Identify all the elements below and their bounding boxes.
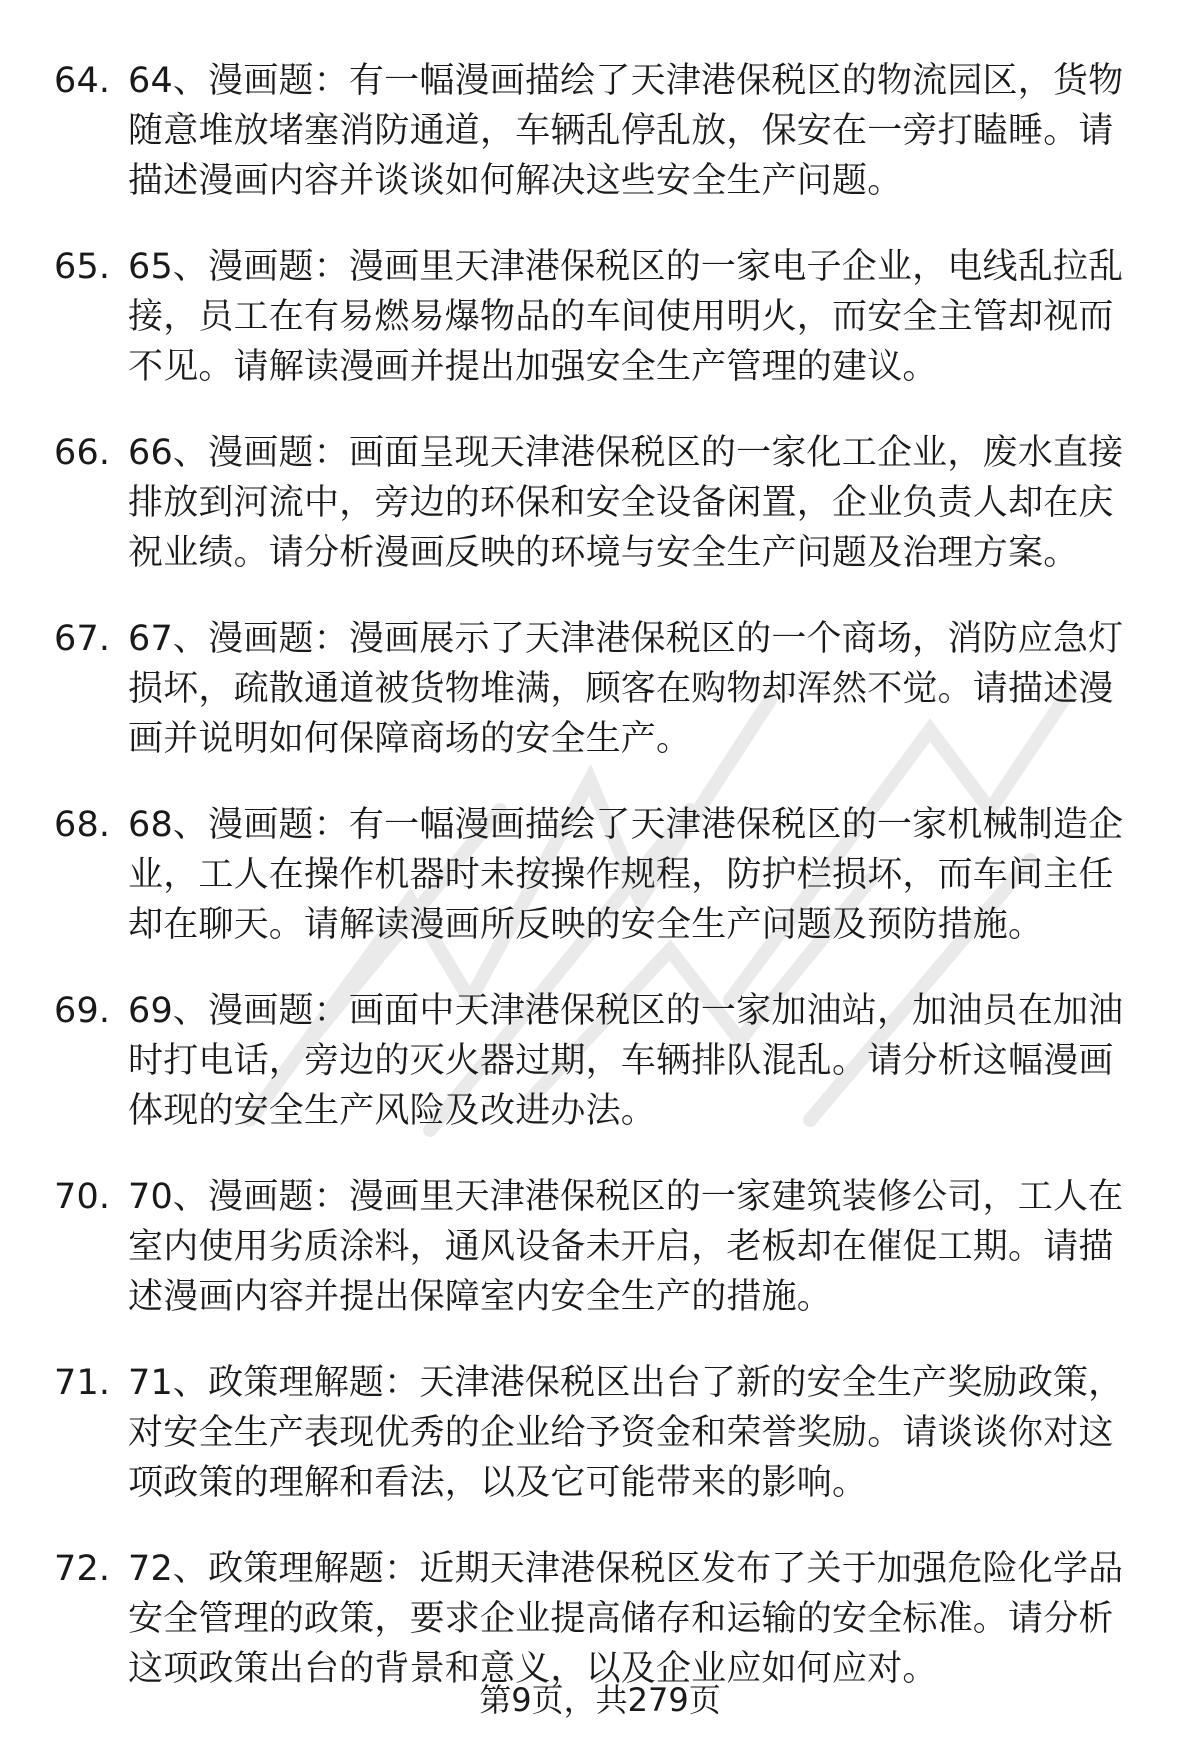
question-number: 67. — [54, 619, 111, 659]
question-number: 69. — [54, 991, 111, 1031]
question-text: 69、漫画题：画面中天津港保税区的一家加油站，加油员在加油时打电话，旁边的灭火器过期，车辆排队混乱。请分析这幅漫画体现的安全生产风险及改进办法。 — [128, 991, 1124, 1131]
question-item — [0, 614, 1200, 764]
question-item — [0, 800, 1200, 950]
question-text: 72、政策理解题：近期天津港保税区发布了关于加强危险化学品安全管理的政策，要求企业提高储存和运输的安全标准。请分析这项政策出台的背景和意义，以及企业应如何应对。 — [128, 1549, 1124, 1689]
question-list — [0, 56, 1200, 1730]
question-item — [0, 1358, 1200, 1508]
question-item — [0, 1544, 1200, 1694]
question-text: 71、政策理解题：天津港保税区出台了新的安全生产奖励政策，对安全生产表现优秀的企业给予资金和荣誉奖励。请谈谈你对这项政策的理解和看法，以及它可能带来的影响。 — [128, 1363, 1124, 1503]
question-item — [0, 56, 1200, 206]
question-text: 70、漫画题：漫画里天津港保税区的一家建筑装修公司，工人在室内使用劣质涂料，通风设备未开启，老板却在催促工期。请描述漫画内容并提出保障室内安全生产的措施。 — [128, 1177, 1124, 1317]
question-item — [0, 986, 1200, 1136]
question-item — [0, 242, 1200, 392]
question-item — [0, 1172, 1200, 1322]
question-text: 64、漫画题：有一幅漫画描绘了天津港保税区的物流园区，货物随意堆放堵塞消防通道，车辆乱停乱放，保安在一旁打瞌睡。请描述漫画内容并谈谈如何解决这些安全生产问题。 — [128, 61, 1124, 201]
question-text: 68、漫画题：有一幅漫画描绘了天津港保税区的一家机械制造企业，工人在操作机器时未按操作规程，防护栏损坏，而车间主任却在聊天。请解读漫画所反映的安全生产问题及预防措施。 — [128, 805, 1124, 945]
question-item — [0, 428, 1200, 578]
question-number: 71. — [54, 1363, 111, 1403]
question-text: 67、漫画题：漫画展示了天津港保税区的一个商场，消防应急灯损坏，疏散通道被货物堆满，顾客在购物却浑然不觉。请描述漫画并说明如何保障商场的安全生产。 — [128, 619, 1124, 759]
question-number: 70. — [54, 1177, 111, 1217]
page-number-footer: 第9页，共279页 — [479, 1681, 721, 1719]
question-number: 66. — [54, 433, 111, 473]
question-number: 68. — [54, 805, 111, 845]
question-number: 72. — [54, 1549, 111, 1589]
question-number: 64. — [54, 61, 111, 101]
question-text: 65、漫画题：漫画里天津港保税区的一家电子企业，电线乱拉乱接，员工在有易燃易爆物品的车间使用明火，而安全主管却视而不见。请解读漫画并提出加强安全生产管理的建议。 — [128, 247, 1124, 387]
question-number: 65. — [54, 247, 111, 287]
question-text: 66、漫画题：画面呈现天津港保税区的一家化工企业，废水直接排放到河流中，旁边的环保和安全设备闲置，企业负责人却在庆祝业绩。请分析漫画反映的环境与安全生产问题及治理方案。 — [128, 433, 1124, 573]
